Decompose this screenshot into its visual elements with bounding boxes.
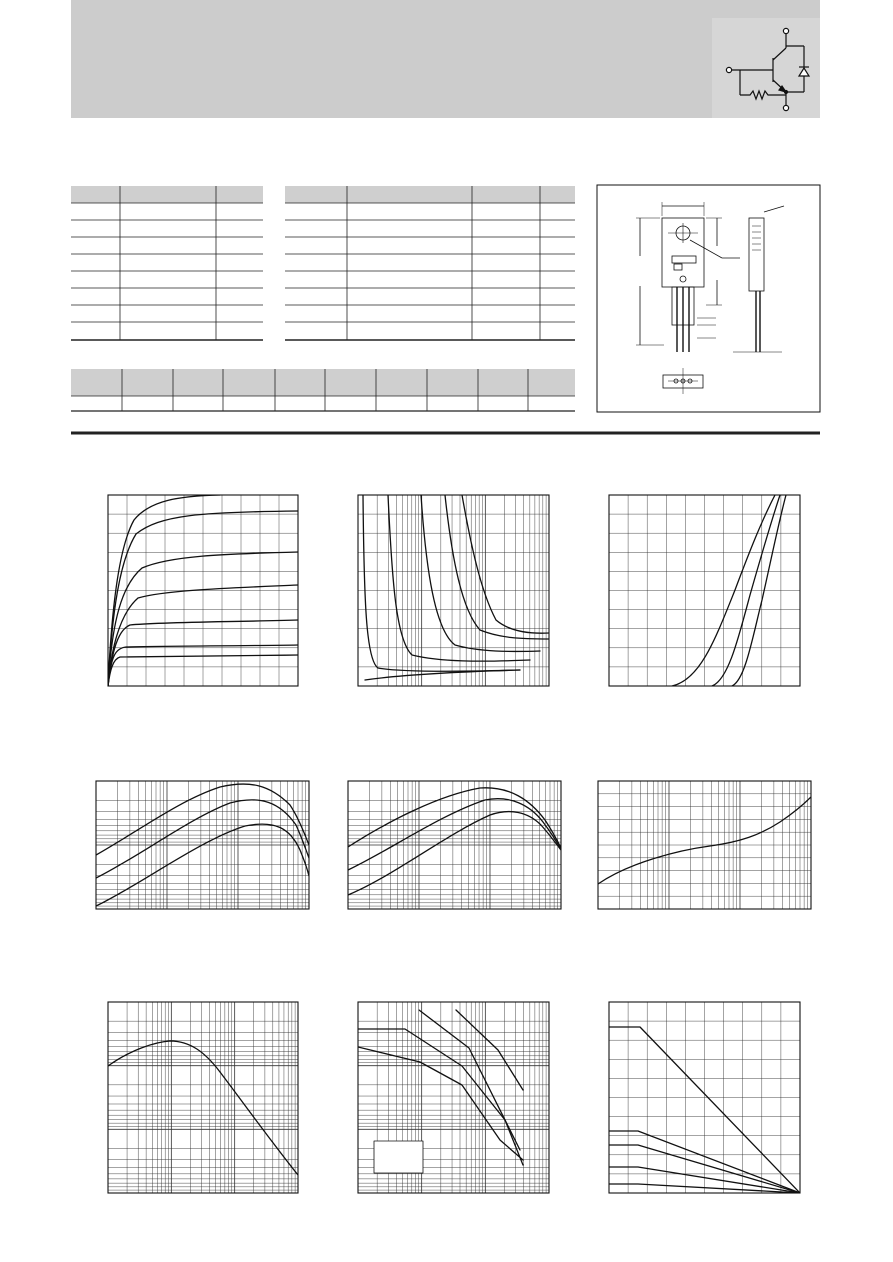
chart-vbe-ic-curve <box>598 797 811 884</box>
package-outline <box>597 185 820 412</box>
chart-frame-rth-t <box>108 1002 298 1193</box>
transistor-schematic-icon <box>726 28 809 110</box>
table-bottom <box>71 369 575 411</box>
table-left <box>71 186 263 340</box>
table-right <box>285 186 575 340</box>
soa-legend-box <box>374 1141 423 1173</box>
chart-rth-curve <box>108 1041 298 1175</box>
chart-hfe-ic-2-curves <box>348 788 561 895</box>
chart-vce-ib-curves <box>363 495 549 680</box>
